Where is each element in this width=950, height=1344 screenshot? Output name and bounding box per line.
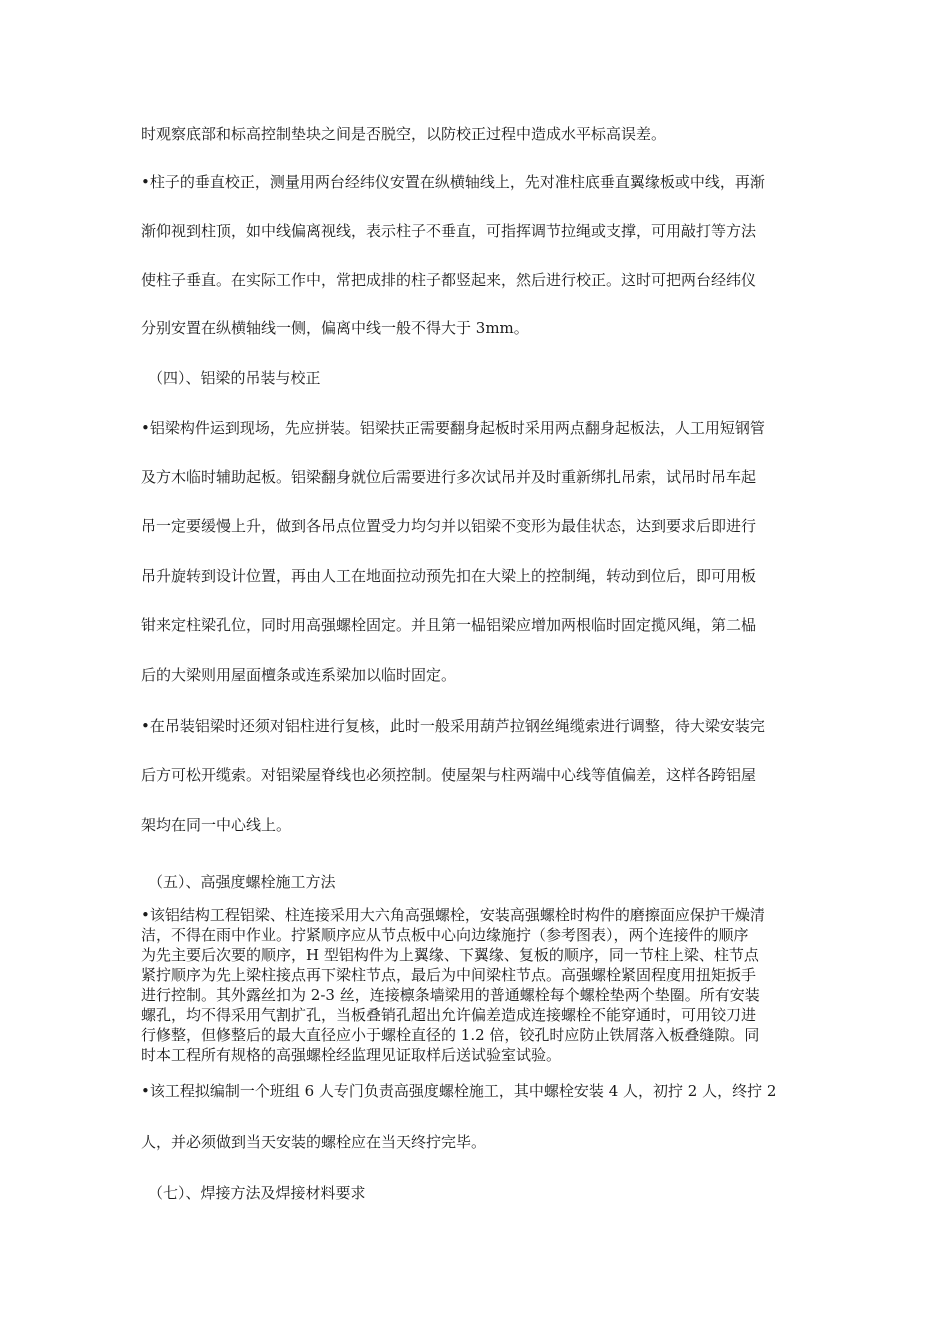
paragraph-line: •该铝结构工程铝梁、柱连接采用大六角高强螺栓，安装高强螺栓时构件的磨擦面应保护干燥清	[141, 906, 765, 924]
paragraph-line: 时观察底部和标高控制垫块之间是否脱空，以防校正过程中造成水平标高误差。	[141, 125, 667, 143]
paragraph-line: 洁，不得在雨中作业。拧紧顺序应从节点板中心向边缘施拧（参考图表），两个连接件的顺序	[141, 926, 749, 944]
paragraph-line: 人，并必须做到当天安装的螺栓应在当天终拧完毕。	[141, 1133, 487, 1151]
paragraph-line: 进行控制。其外露丝扣为 2-3 丝，连接檩条墙梁用的普通螺栓每个螺栓垫两个垫圈。所有安装	[141, 986, 760, 1004]
paragraph-line: 分别安置在纵横轴线一侧，偏离中线一般不得大于 3mm。	[141, 319, 529, 337]
section-heading: （五）、高强度螺栓施工方法	[148, 873, 336, 891]
paragraph-line: 为先主要后次要的顺序，H 型铝构件为上翼缘、下翼缘、复板的顺序，同一节柱上梁、柱节点	[141, 946, 759, 964]
paragraph-line: 架均在同一中心线上。	[141, 816, 292, 834]
paragraph-line: •铝梁构件运到现场，先应拼装。铝梁扶正需要翻身起板时采用两点翻身起板法，人工用短钢管	[141, 419, 765, 437]
dense-paragraph	[141, 905, 817, 1065]
paragraph-line: 使柱子垂直。在实际工作中，常把成排的柱子都竖起来，然后进行校正。这时可把两台经纬仪	[141, 271, 757, 289]
paragraph-line: 钳来定柱梁孔位，同时用高强螺栓固定。并且第一榀铝梁应增加两根临时固定揽风绳，第二榀	[141, 616, 757, 634]
paragraph-line: 后方可松开缆索。对铝梁屋脊线也必须控制。使屋架与柱两端中心线等值偏差，这样各跨铝屋	[141, 766, 757, 784]
paragraph-line: •在吊装铝梁时还须对铝柱进行复核，此时一般采用葫芦拉钢丝绳缆索进行调整，待大梁安装完	[141, 717, 765, 735]
paragraph-line: 行修整，但修整后的最大直径应小于螺栓直径的 1.2 倍，铰孔时应防止铁屑落入板叠缝隙。同	[141, 1026, 760, 1044]
paragraph-line: •该工程拟编制一个班组 6 人专门负责高强度螺栓施工，其中螺栓安装 4 人，初拧 2 人，终拧 2	[141, 1082, 777, 1100]
section-heading: （七）、焊接方法及焊接材料要求	[148, 1184, 366, 1202]
paragraph-line: 紧拧顺序为先上梁柱接点再下梁柱节点，最后为中间梁柱节点。高强螺栓紧固程度用扭矩扳手	[141, 966, 757, 984]
paragraph-line: 吊一定要缓慢上升，做到各吊点位置受力均匀并以铝梁不变形为最佳状态，达到要求后即进行	[141, 517, 757, 535]
paragraph-line: 螺孔，均不得采用气割扩孔，当板叠销孔超出允许偏差造成连接螺栓不能穿通时，可用铰刀进	[141, 1006, 757, 1024]
paragraph-line: •柱子的垂直校正，测量用两台经纬仪安置在纵横轴线上，先对准柱底垂直翼缘板或中线，再渐	[141, 173, 765, 191]
section-heading: （四）、铝梁的吊装与校正	[148, 369, 321, 387]
paragraph-line: 吊升旋转到设计位置，再由人工在地面拉动预先扣在大梁上的控制绳，转动到位后，即可用板	[141, 567, 757, 585]
paragraph-line: 及方木临时辅助起板。铝梁翻身就位后需要进行多次试吊并及时重新绑扎吊索，试吊时吊车起	[141, 468, 757, 486]
paragraph-line: 后的大梁则用屋面檀条或连系梁加以临时固定。	[141, 666, 457, 684]
paragraph-line: 渐仰视到柱顶，如中线偏离视线，表示柱子不垂直，可指挥调节拉绳或支撑，可用敲打等方法	[141, 222, 757, 240]
paragraph-line: 时本工程所有规格的高强螺栓经监理见证取样后送试验室试验。	[141, 1046, 562, 1064]
